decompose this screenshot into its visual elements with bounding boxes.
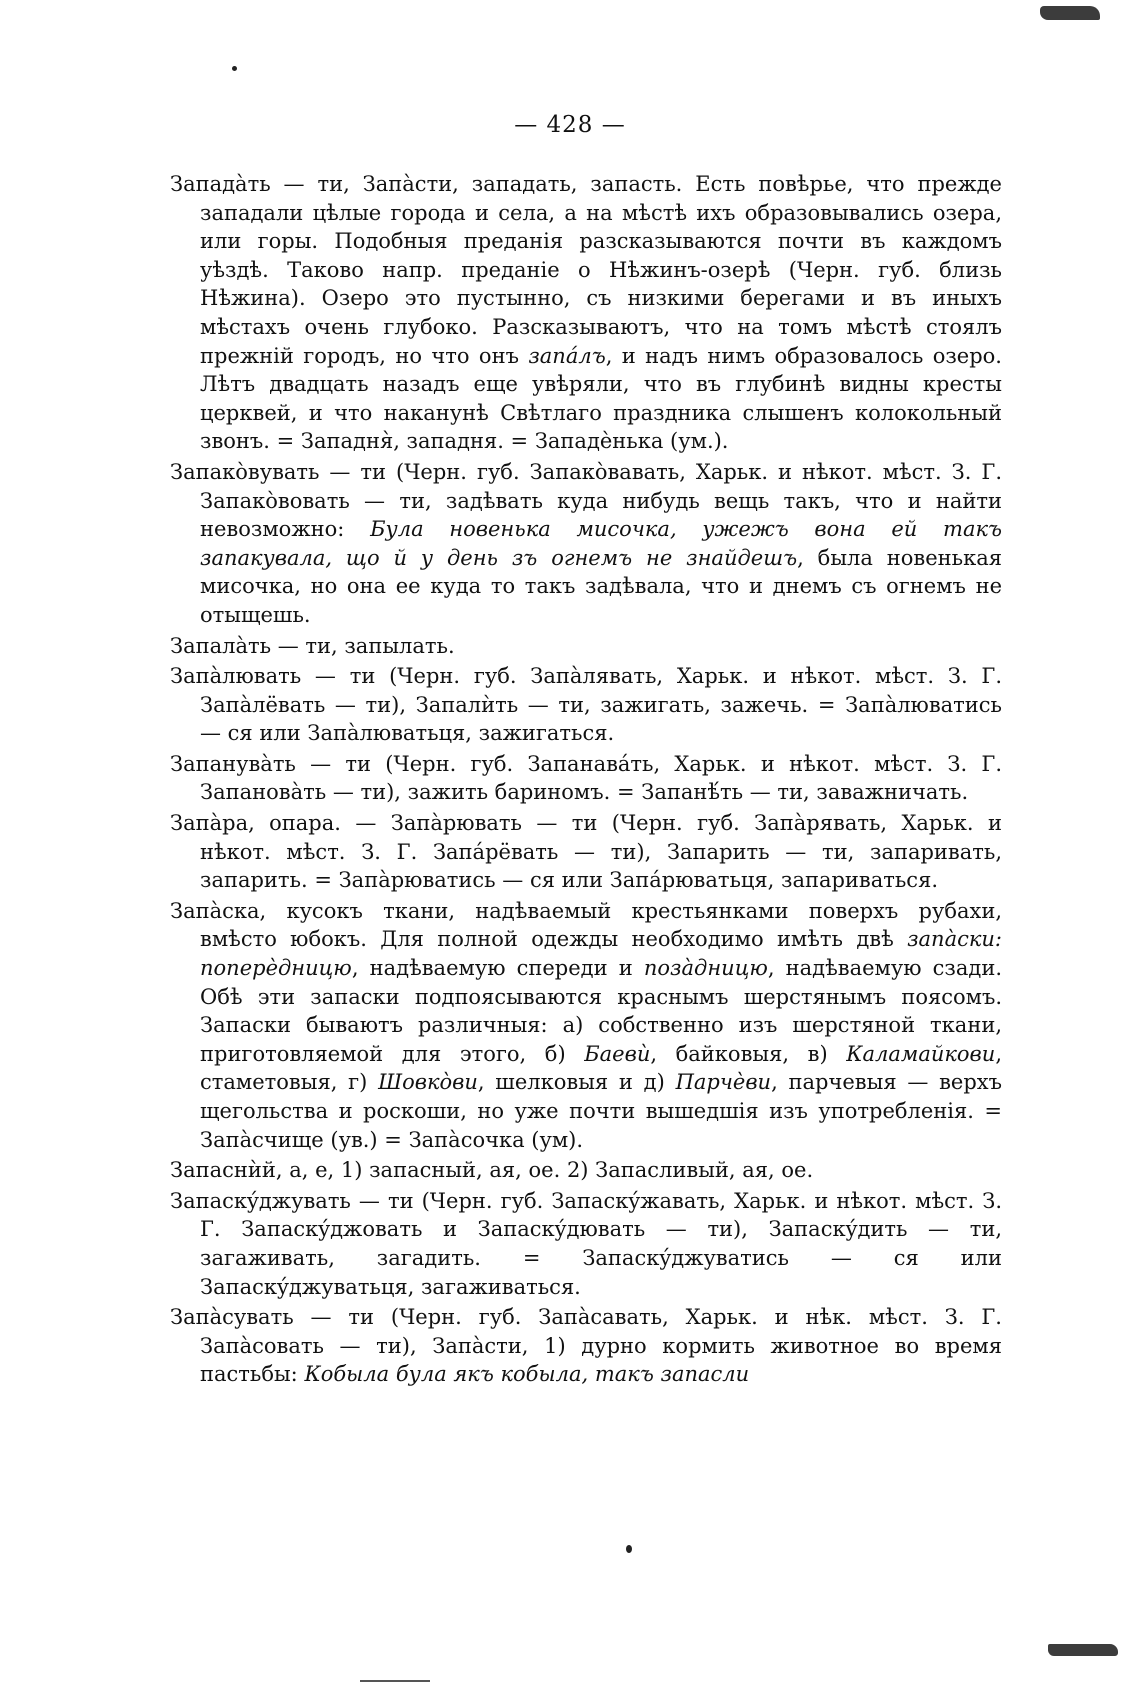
entry-text: , парчевыя — верхъ щегольства и роскоши, но уже почти вышедшія изъ употребленія. = Запàсчище (ув.) = Запàсочка (ум). [200, 1070, 1002, 1152]
entry-text: , надѣваемую сзади. Обѣ эти запаски подпоясываются краснымъ шерстянымъ поясомъ. Запаски бываютъ различныя: а) собственно изъ шерстяной ткани, приготовляемой для этого, б) [200, 956, 1002, 1066]
entry-text: , и надъ нимъ образовалось озеро. Лѣтъ двадцать назадъ еще увѣряли, что въ глубинѣ видны кресты церквей, и что наканунѣ Свѣтлаго праздника слышенъ колокольный звонъ. = Западня̀, западня. = Западѐнька (ум.). [200, 343, 1002, 454]
entry-text: , была новенькая мисочка, но она ее куда то такъ задѣвала, что и днемъ съ огнемъ не отыщешь. [200, 545, 1002, 627]
scan-artifact-line [360, 1680, 430, 1682]
dictionary-text [170, 170, 1002, 1391]
entry-zapadat [170, 170, 1002, 456]
entry-italic: Шовкòви [378, 1070, 478, 1095]
entry-text: Запакòвувать — ти (Черн. губ. Запакòвавать, Харьк. и нѣкот. мѣст. З. Г. Запакòвовать — ти, задѣвать куда нибудь вещь такъ, что и найти невозможно: [170, 459, 1002, 542]
entry-italic: запàски: поперѐдницю [200, 927, 1002, 981]
entry-italic: Баевѝ [584, 1041, 651, 1066]
entry-text: , байковыя, в) [650, 1041, 847, 1066]
entry-zapalat [170, 632, 1002, 661]
entry-text: Запàлювать — ти (Черн. губ. Запàлявать, Харьк. и нѣкот. мѣст. З. Г. Запàлёвать — ти), Запалѝть — ти, зажигать, зажечь. = Запàлюватись — ся или Запàлюватьця, зажигаться. [170, 664, 1002, 746]
scan-artifact-dot [626, 1545, 632, 1553]
scan-artifact-edge [1048, 1644, 1118, 1656]
entry-text: Запаскýджувать — ти (Черн. губ. Запаскýжавать, Харьк. и нѣкот. мѣст. З. Г. Запаскýджовать и Запаскýдювать — ти), Запаскýдить — ти, загаживать, загадить. = Запаскýджуватись — ся или Запаскýджуватьця, загаживаться. [170, 1188, 1002, 1299]
entry-text: Запаснѝй, а, е, 1) запасный, ая, ое. 2) Запасливый, ая, ое. [170, 1158, 814, 1183]
entry-zapanuvat [170, 750, 1002, 807]
entry-text: Запàра, опара. — Запàрювать — ти (Черн. губ. Запàрявать, Харьк. и нѣкот. мѣст. З. Г. Запáрёвать — ти), Запарить — ти, запаривать, запарить. = Запàрюватись — ся или Запáрюватьця, запариваться. [170, 811, 1002, 893]
entry-italic: Була новенька мисочка, ужежъ вона ей такъ запакувала, що й у день зъ огнемъ не знайдешъ [200, 517, 1002, 570]
entry-zapasuvat [170, 1303, 1002, 1389]
scan-artifact-dot [232, 66, 237, 71]
entry-text: , шелковыя и д) [477, 1070, 676, 1095]
entry-text: Запàсувать — ти (Черн. губ. Запàсавать, Харьк. и нѣк. мѣст. З. Г. Запàсовать — ти), Запàсти, 1) дурно кормить животное во время пастьбы: [170, 1305, 1002, 1387]
entry-zapaliuvat [170, 662, 1002, 748]
entry-zapasnyi [170, 1156, 1002, 1185]
entry-text: Запалàть — ти, запылать. [170, 633, 455, 658]
entry-zapaska [170, 897, 1002, 1154]
entry-text: , стаметовыя, г) [200, 1041, 1002, 1095]
page-number: — 428 — [514, 112, 626, 138]
entry-text: Западàть — ти, Запàсти, западать, запасть. Есть повѣрье, что прежде западали цѣлые города и села, а на мѣстѣ ихъ образовывались озера, или горы. Подобныя преданія разсказываются почти въ каждомъ уѣздѣ. Таково напр. преданіе о Нѣжинъ-озерѣ (Черн. губ. близь Нѣжина). Озеро это пустынно, съ низкими берегами и въ иныхъ мѣстахъ очень глубоко. Разсказываютъ, что на томъ мѣстѣ стоялъ прежній городъ, но что онъ [170, 172, 1002, 368]
entry-zapaskudzhuvat [170, 1187, 1002, 1301]
entry-zapara [170, 809, 1002, 895]
entry-zapakovuvat [170, 458, 1002, 630]
entry-text: Запàска, кусокъ ткани, надѣваемый крестьянками поверхъ рубахи, вмѣсто юбокъ. Для полной одежды необходимо имѣть двѣ [170, 898, 1002, 952]
entry-italic: позàдницю [643, 956, 768, 981]
scan-artifact-corner [1040, 6, 1100, 20]
entry-italic: Парчѐви [675, 1070, 772, 1095]
entry-italic: Кобыла була якъ кобыла, такъ запасли [304, 1362, 750, 1387]
entry-text: , надѣваемую спереди и [351, 956, 644, 981]
entry-text: Запанувàть — ти (Черн. губ. Запанавáть, Харьк. и нѣкот. мѣст. З. Г. Запановàть — ти), зажить бариномъ. = Запанѣ́ть — ти, заважничать. [170, 751, 1002, 805]
entry-italic: запáлъ [528, 343, 606, 368]
entry-italic: Каламайкови [846, 1041, 996, 1066]
